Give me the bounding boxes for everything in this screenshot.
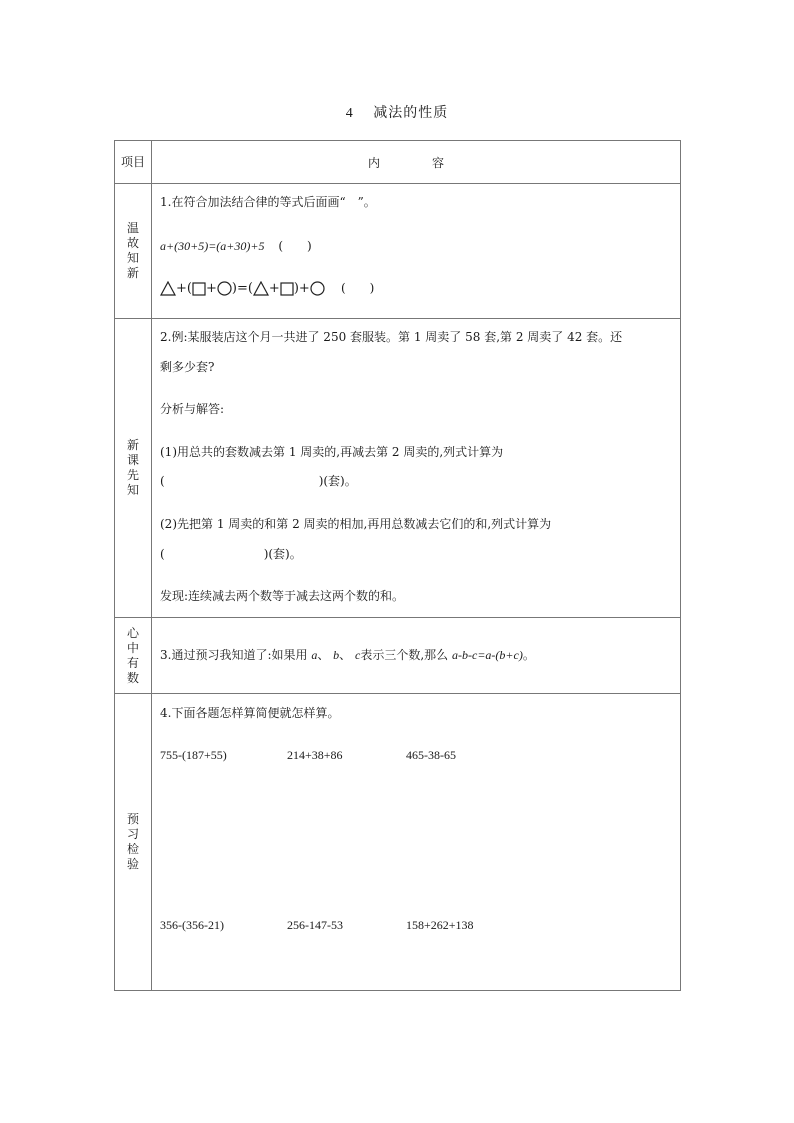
variable-c: c	[355, 648, 361, 662]
subtraction-formula: a-b-c=a-(b+c)	[452, 648, 523, 662]
method-2-close: )(套)。	[263, 547, 302, 561]
header-item-cell	[115, 141, 152, 184]
header-item-label: 项目	[120, 154, 145, 169]
circle-icon	[217, 281, 232, 296]
preview-row	[115, 694, 681, 991]
variable-a: a	[311, 648, 318, 662]
equation-2-part: +(	[176, 281, 192, 296]
calc-item: 755-(187+55)	[160, 748, 227, 762]
separator: 、	[339, 648, 352, 662]
equation-2-answer-blank[interactable]: ( )	[340, 281, 375, 295]
calc-item: 214+38+86	[287, 748, 343, 762]
method-2-open-paren: (	[160, 547, 165, 561]
question-3	[160, 646, 535, 663]
question-3-end: 。	[522, 648, 535, 662]
worksheet-table	[114, 140, 681, 991]
new-lesson-row	[115, 319, 681, 618]
equation-2-part: +	[268, 281, 280, 296]
preview-content-cell	[152, 694, 681, 991]
separator: 、	[317, 648, 330, 662]
question-2-line-2: 剩多少套?	[160, 360, 215, 374]
in-mind-row	[115, 618, 681, 694]
calc-item: 158+262+138	[406, 918, 474, 932]
lesson-number: 4	[345, 106, 354, 121]
lesson-title: 减法的性质	[373, 105, 449, 121]
review-content-cell	[152, 184, 681, 319]
variable-b: b	[333, 648, 340, 662]
method-2-text: (2)先把第 1 周卖的和第 2 周卖的相加,再用总数减去它们的和,列式计算为	[160, 517, 552, 531]
review-row	[115, 184, 681, 319]
question-4: 4.下面各题怎样算简便就怎样算。	[160, 706, 340, 720]
finding-text: 发现:连续减去两个数等于减去这两个数的和。	[160, 589, 405, 603]
review-label-cell	[115, 184, 152, 319]
circle-icon	[310, 281, 325, 296]
in-mind-label: 心中有数	[126, 625, 139, 685]
calc-item: 465-38-65	[406, 748, 456, 762]
analysis-heading: 分析与解答:	[160, 402, 225, 416]
review-label: 温故知新	[126, 221, 139, 280]
equation-1	[160, 237, 312, 254]
preview-label: 预习检验	[126, 812, 139, 871]
page-title	[0, 102, 794, 122]
header-content-label: 内 容	[367, 155, 464, 170]
square-icon	[280, 282, 294, 296]
method-1-close: )(套)。	[318, 474, 357, 488]
header-content-cell	[152, 141, 681, 184]
equation-2-part: )=(	[231, 281, 253, 296]
equation-1-text: a+(30+5)=(a+30)+5	[160, 239, 265, 253]
preview-label-cell	[115, 694, 152, 991]
calc-item: 256-147-53	[287, 918, 343, 932]
square-icon	[192, 282, 206, 296]
question-2-line-1: 2.例:某服装店这个月一共进了 250 套服装。第 1 周卖了 58 套,第 2 周卖了 42 套。还	[160, 330, 623, 344]
equation-2-part: +	[205, 281, 217, 296]
header-row	[115, 141, 681, 184]
in-mind-label-cell	[115, 618, 152, 694]
triangle-icon	[253, 281, 269, 296]
triangle-icon	[160, 281, 176, 296]
equation-2-part: )+	[293, 281, 310, 296]
new-lesson-label-cell	[115, 319, 152, 618]
new-lesson-label: 新课先知	[126, 438, 139, 497]
question-3-prefix: 3.通过预习我知道了:如果用	[160, 648, 308, 662]
method-1-answer	[160, 472, 357, 489]
method-1-open-paren: (	[160, 474, 165, 488]
question-1: 1.在符合加法结合律的等式后面画“ ”。	[160, 195, 376, 209]
method-2-answer	[160, 545, 302, 562]
in-mind-content-cell	[152, 618, 681, 694]
equation-1-answer-blank[interactable]: ( )	[278, 239, 312, 253]
new-lesson-content-cell	[152, 319, 681, 618]
method-1-text: (1)用总共的套数减去第 1 周卖的,再减去第 2 周卖的,列式计算为	[160, 445, 504, 459]
calc-item: 356-(356-21)	[160, 918, 224, 932]
question-3-mid: 表示三个数,那么	[360, 648, 449, 662]
equation-2	[160, 279, 374, 296]
